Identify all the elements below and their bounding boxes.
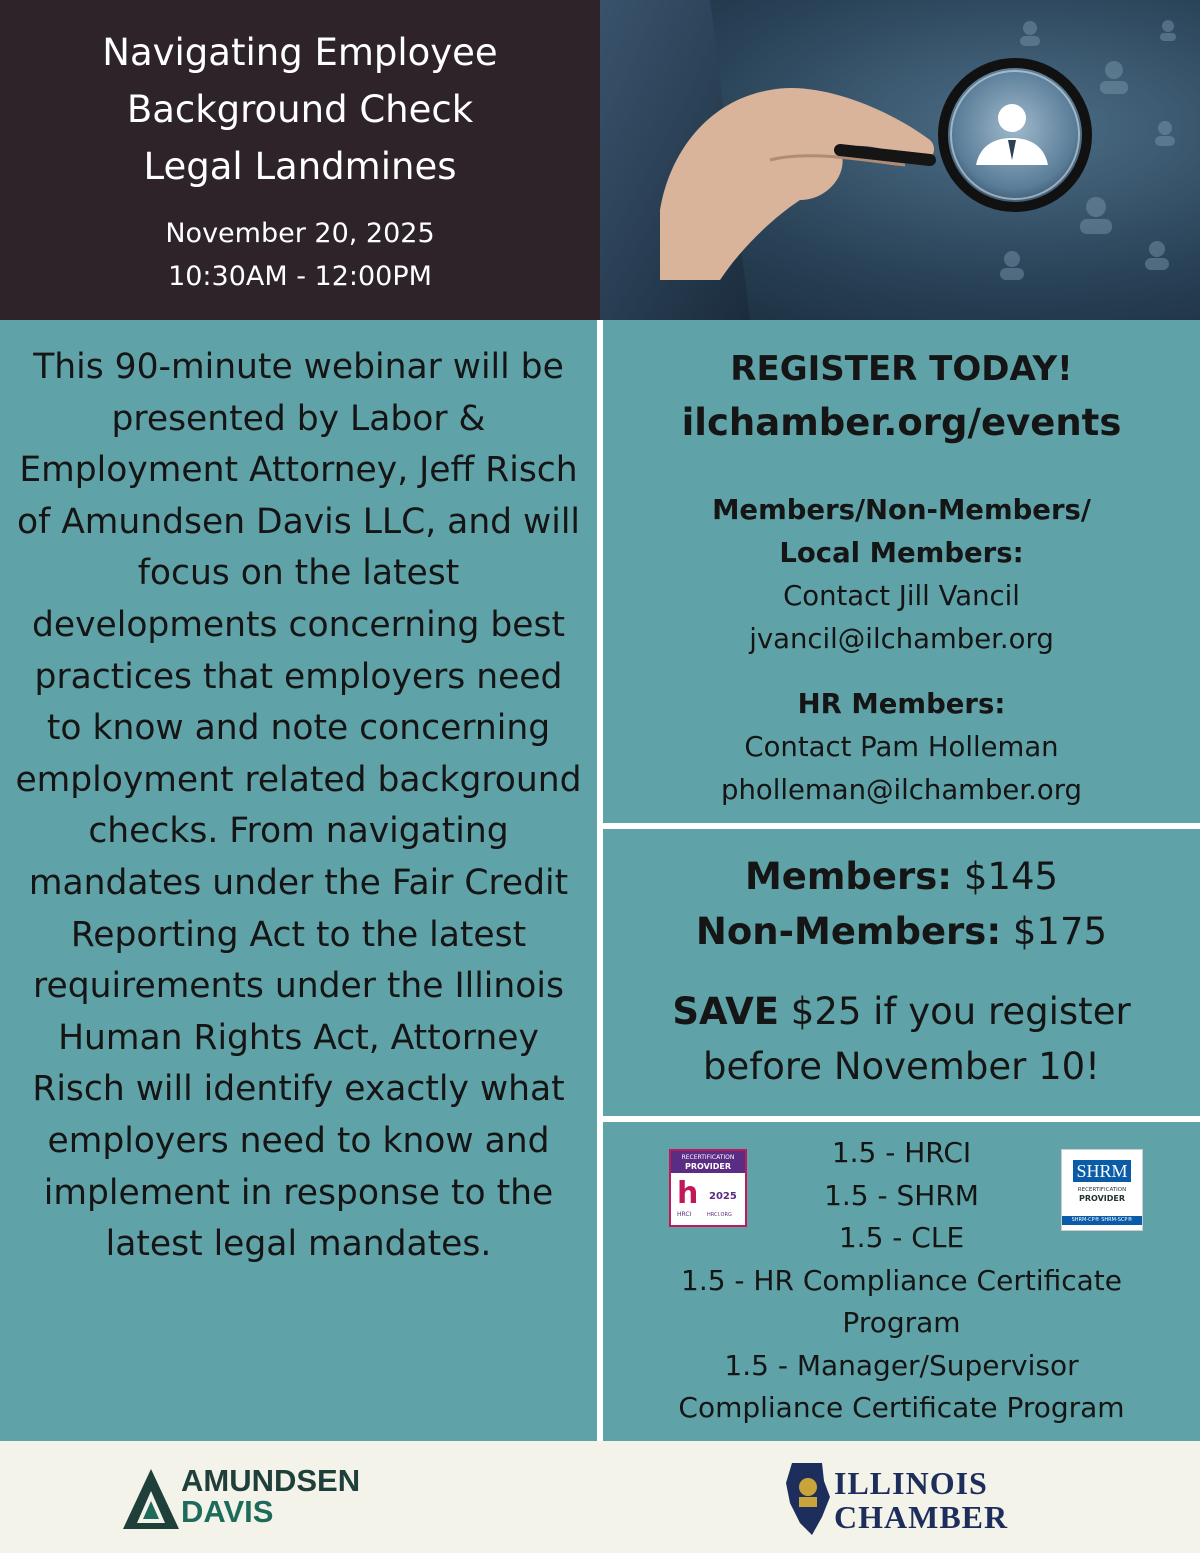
credit-line: 1.5 - SHRM <box>824 1178 979 1212</box>
credit-line: 1.5 - Manager/Supervisor <box>724 1348 1079 1382</box>
hr-email[interactable]: pholleman@ilchamber.org <box>721 774 1082 806</box>
title-line: Navigating Employee <box>102 31 498 74</box>
credit-line: Compliance Certificate Program <box>678 1391 1125 1424</box>
save-label: SAVE <box>672 990 780 1033</box>
credit-line: Program <box>842 1306 961 1339</box>
hrci-badge-mid: PROVIDER <box>684 1162 732 1171</box>
shrm-line3: SHRM-CP® SHRM-SCP® <box>1062 1216 1142 1225</box>
chamber-text: CHAMBER <box>834 1499 1009 1535</box>
nonmembers-price-label: Non-Members: <box>695 910 1002 953</box>
event-datetime <box>0 212 600 298</box>
event-title <box>0 24 600 195</box>
members-price-label: Members: <box>744 855 953 898</box>
credit-line: 1.5 - HR Compliance Certificate <box>681 1263 1122 1297</box>
footer <box>0 1441 1200 1553</box>
magnifier-photo <box>600 0 1200 320</box>
amundsen-text: AMUNDSEN <box>181 1463 361 1498</box>
webinar-description: This 90-minute webinar will be presented by Labor & Employment Attorney, Jeff Risch of Amundsen Davis LLC, and will focus on the latest developments concerning best practices that employers need to know and note concerning employment related background checks. From navigating mandates under the Fair Credit Reporting Act to the latest requirements under the Illinois Human Rights Act, Attorney Risch will identify exactly what employers need to know and implement in response to the latest legal mandates. <box>15 347 582 1265</box>
shrm-logo: SHRM <box>1073 1160 1131 1182</box>
hr-heading: HR Members: <box>797 688 1006 720</box>
members-contact: Contact Jill Vancil <box>783 580 1020 612</box>
header-panel <box>0 0 600 320</box>
hrci-year: 2025 <box>709 1191 737 1202</box>
illinois-state-icon <box>782 1461 832 1537</box>
credit-line: 1.5 - HRCI <box>831 1136 972 1169</box>
hrci-site: HRCI.ORG <box>707 1212 732 1218</box>
pricing-panel <box>603 829 1200 1116</box>
amundsen-triangle-icon <box>121 1467 181 1531</box>
hrci-h-icon: h <box>677 1176 699 1211</box>
illinois-chamber-logo <box>782 1459 1042 1539</box>
members-heading: Members/Non-Members/ Local Members: <box>712 494 1091 569</box>
members-email[interactable]: jvancil@ilchamber.org <box>749 623 1054 655</box>
magnifying-glass-illustration <box>600 0 1200 320</box>
register-heading: REGISTER TODAY! <box>730 349 1073 389</box>
register-url[interactable]: ilchamber.org/events <box>681 401 1122 444</box>
save-text: $25 if you register <box>790 990 1131 1033</box>
members-price-line <box>603 849 1200 904</box>
illinois-text: ILLINOIS <box>834 1465 988 1501</box>
shrm-badge <box>1061 1149 1143 1231</box>
hrci-org: HRCI <box>677 1211 692 1218</box>
hr-contact: Contact Pam Holleman <box>744 731 1059 763</box>
hrci-badge-top: RECERTIFICATION <box>681 1154 735 1161</box>
save-deadline: before November 10! <box>703 1045 1100 1088</box>
shrm-line1: RECERTIFICATION <box>1077 1187 1127 1193</box>
davis-text: DAVIS <box>181 1494 274 1529</box>
title-line: Background Check <box>126 88 474 131</box>
event-time: 10:30AM - 12:00PM <box>168 261 432 292</box>
members-price: $145 <box>963 855 1059 898</box>
register-panel <box>603 320 1200 823</box>
title-line: Legal Landmines <box>143 145 457 188</box>
credit-line: 1.5 - CLE <box>838 1221 965 1254</box>
description-panel <box>0 320 597 1441</box>
nonmembers-price-line <box>603 904 1200 959</box>
nonmembers-price: $175 <box>1012 910 1108 953</box>
amundsen-davis-logo <box>121 1465 401 1535</box>
credits-panel <box>603 1122 1200 1441</box>
hrci-badge <box>669 1149 747 1227</box>
shrm-line2: PROVIDER <box>1078 1194 1126 1203</box>
save-line <box>603 984 1200 1039</box>
event-date: November 20, 2025 <box>165 218 435 249</box>
